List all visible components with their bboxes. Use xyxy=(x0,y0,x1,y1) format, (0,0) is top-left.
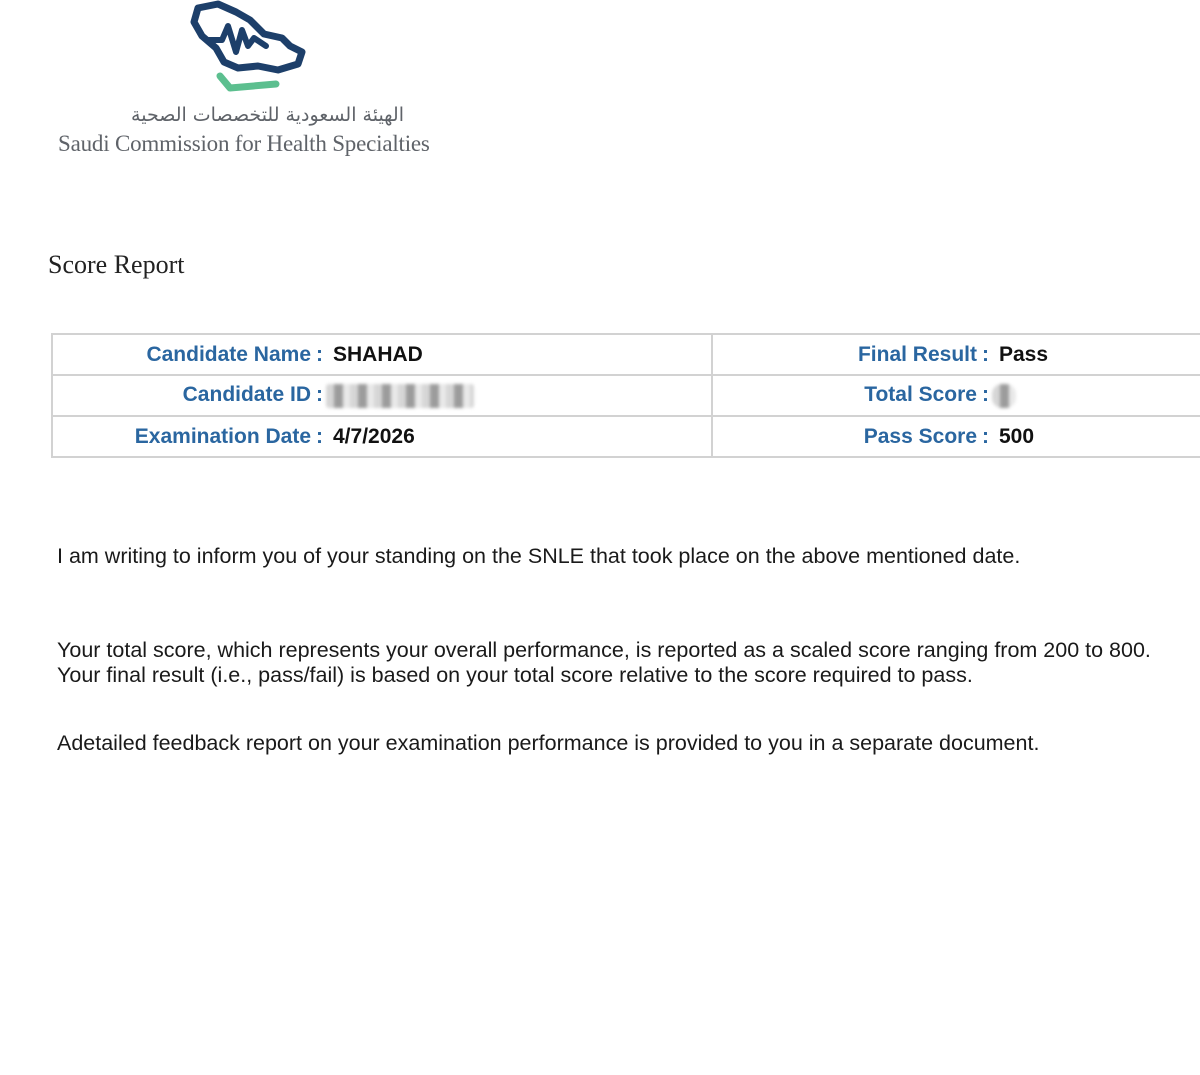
total-score-cell xyxy=(712,375,1200,416)
examination-date-label: Examination Date xyxy=(134,424,311,448)
candidate-name-cell xyxy=(52,334,712,375)
final-result-cell xyxy=(712,334,1200,375)
pass-score-colon: : xyxy=(982,424,989,448)
total-score-colon: : xyxy=(982,383,989,407)
feedback-notice-paragraph: Adetailed feedback report on your examination performance is provided to you in a separate document. xyxy=(57,730,1040,755)
candidate-name-colon: : xyxy=(316,342,323,366)
candidate-id-label: Candidate ID xyxy=(182,383,311,407)
pass-score-label: Pass Score xyxy=(863,424,977,448)
final-result-value: Pass xyxy=(999,342,1049,366)
examination-date-cell xyxy=(52,416,712,457)
organization-name-arabic: الهيئة السعودية للتخصصات الصحية xyxy=(131,104,404,126)
final-result-colon: : xyxy=(982,342,989,366)
total-score-redacted-value xyxy=(992,384,1016,408)
table-row xyxy=(52,375,1200,416)
score-explanation-paragraph: Your total score, which represents your overall performance, is reported as a scaled score ranging from 200 to 800. Your final result (i.e., pass/fail) is based on your total score relative to the score required to pass. xyxy=(57,637,1151,687)
final-result-label: Final Result xyxy=(857,342,977,366)
table-row xyxy=(52,334,1200,375)
examination-date-colon: : xyxy=(316,424,323,448)
candidate-id-colon: : xyxy=(316,383,323,407)
intro-paragraph: I am writing to inform you of your standing on the SNLE that took place on the above mentioned date. xyxy=(57,543,1021,568)
pass-score-value: 500 xyxy=(999,424,1035,448)
check-mark-icon xyxy=(220,76,276,88)
organization-name-english: Saudi Commission for Health Specialties xyxy=(58,131,430,156)
candidate-id-cell xyxy=(52,375,712,416)
total-score-label: Total Score xyxy=(864,383,977,407)
candidate-name-value: SHAHAD xyxy=(333,342,423,366)
examination-date-value: 4/7/2026 xyxy=(333,424,415,448)
candidate-id-redacted-value xyxy=(326,384,474,408)
pass-score-cell xyxy=(712,416,1200,457)
score-summary-table xyxy=(51,333,1200,458)
heartbeat-map-check-logo xyxy=(186,0,310,100)
table-row xyxy=(52,416,1200,457)
candidate-name-label: Candidate Name xyxy=(146,342,311,366)
report-title: Score Report xyxy=(48,250,185,279)
